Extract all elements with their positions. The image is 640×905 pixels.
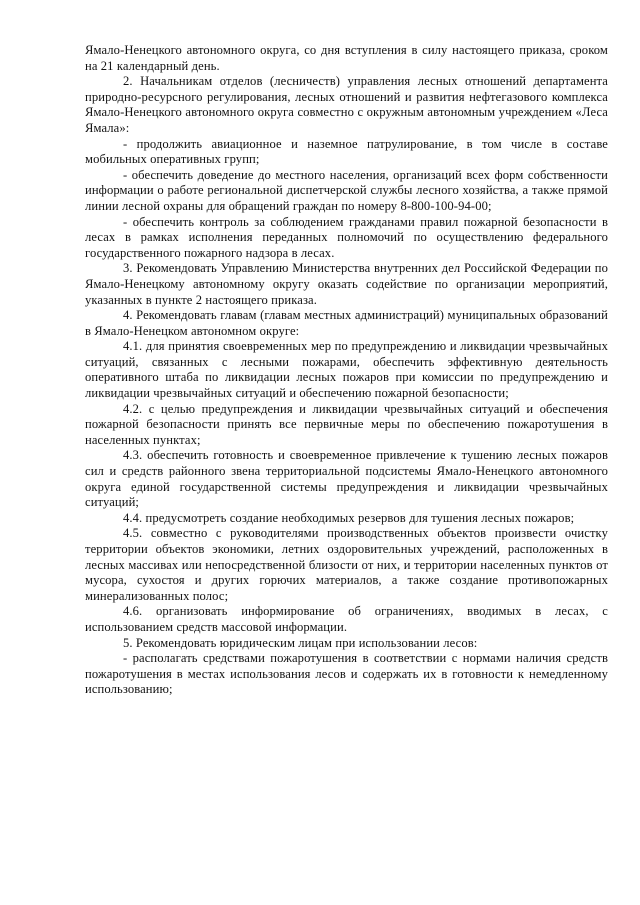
paragraph-item-4: 4. Рекомендовать главам (главам местных администраций) муниципальных образований в Ямало-Ненецком автономном округе: [85,308,608,338]
paragraph-item-2-control: - обеспечить контроль за соблюдением гражданами правил пожарной безопасности в лесах в рамках исполнения переданных полномочий по осуществлению федерального государственного пожарного надзора в лесах. [85,214,608,260]
document-page [85,43,608,698]
paragraph-item-2-patrol: - продолжить авиационное и наземное патрулирование, в том числе в составе мобильных оперативных групп; [85,136,608,167]
paragraph-item-4-6: 4.6. организовать информирование об ограничениях, вводимых в лесах, с использованием средств массовой информации. [85,604,608,634]
paragraph-item-2: 2. Начальникам отделов (лесничеств) управления лесных отношений департамента природно-ресурсного регулирования, лесных отношений и развития нефтегазового комплекса Ямало-Ненецкого автономного округа совместно с окружным автономным учреждением «Леса Ямала»: [85,74,608,135]
paragraph-item-2-inform: - обеспечить доведение до местного населения, организаций всех форм собственности информации о работе региональной диспетчерской службы лесного хозяйства, а также прямой линии лесной охраны для обращений граждан по номеру 8-800-100-94-00; [85,167,608,213]
paragraph-item-5: 5. Рекомендовать юридическим лицам при использовании лесов: [123,635,478,650]
paragraph-item-4-3: 4.3. обеспечить готовность и своевременное привлечение к тушению лесных пожаров сил и средств районного звена территориальной подсистемы Ямало-Ненецкого автономного округа единой государственной системы предупреждения и ликвидации чрезвычайных ситуаций; [85,448,608,510]
paragraph-item-4-5: 4.5. совместно с руководителями производственных объектов произвести очистку территории объектов экономики, летних оздоровительных учреждений, расположенных в лесных массивах или непосредственной близости от них, и территории населенных пунктов от мусора, сухостоя и других горючих материалов, а также создание противопожарных минерализованных полос; [85,526,608,603]
paragraph-item-4-4: 4.4. предусмотреть создание необходимых резервов для тушения лесных пожаров; [123,510,575,525]
paragraph-item-3: 3. Рекомендовать Управлению Министерства внутренних дел Российской Федерации по Ямало-Ненецкому автономному округу оказать содействие по организации мероприятий, указанных в пункте 2 настоящего приказа. [85,261,608,307]
paragraph-item-5-extinguish: - располагать средствами пожаротушения в соответствии с нормами наличия средств пожаротушения в местах использования лесов и содержать их в готовности к немедленному использованию; [85,651,608,697]
paragraph-item-4-2: 4.2. с целью предупреждения и ликвидации чрезвычайных ситуаций и обеспечения пожарной безопасности принять все первичные меры по обеспечению пожаротушения в населенных пунктах; [85,401,608,447]
paragraph-order-duration: Ямало-Ненецкого автономного округа, со дня вступления в силу настоящего приказа, сроком на 21 календарный день. [85,43,608,73]
paragraph-item-4-1: 4.1. для принятия своевременных мер по предупреждению и ликвидации чрезвычайных ситуаций, связанных с лесными пожарами, обеспечить эффективную деятельность оперативного штаба по ликвидации лесных пожаров при комиссии по предупреждению и ликвидации чрезвычайных ситуаций и обеспечению пожарной безопасности; [85,339,608,401]
